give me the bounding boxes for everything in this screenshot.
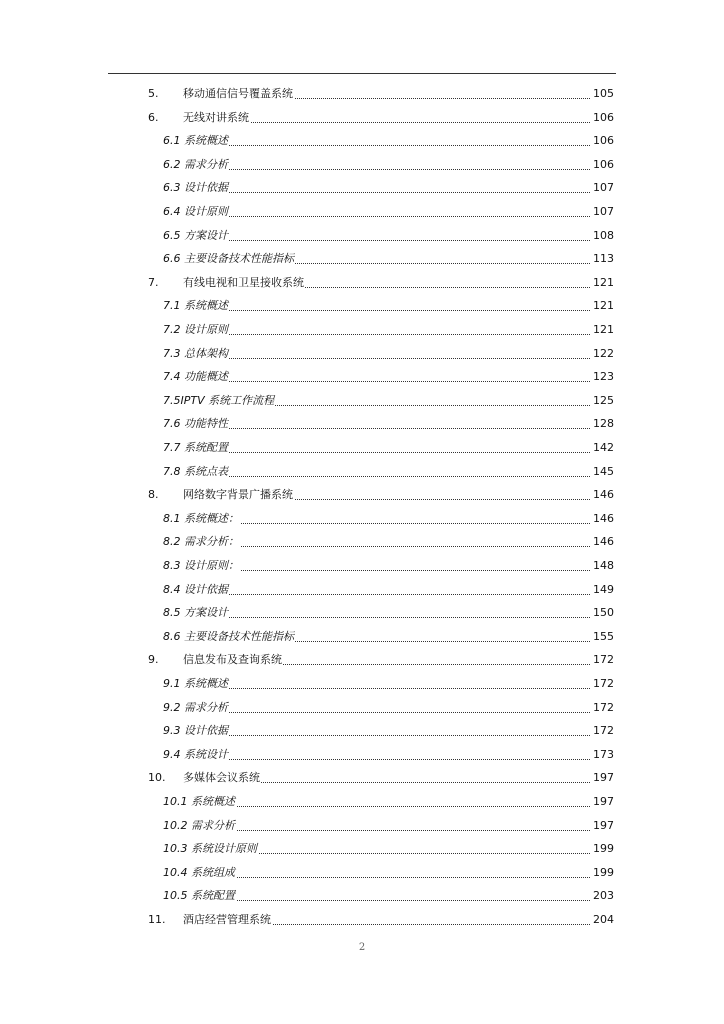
- toc-subentry[interactable]: [0, 792, 614, 812]
- toc-entry-page: 107: [592, 202, 614, 222]
- toc-entry-number: 8.: [148, 488, 159, 502]
- toc-subentry[interactable]: [0, 320, 614, 340]
- toc-subentry[interactable]: [0, 839, 614, 859]
- toc-entry-title: 10.1 系统概述: [163, 792, 236, 812]
- toc-entry-page: 121: [592, 320, 614, 340]
- toc-entry-title: 9.4 系统设计: [163, 745, 229, 765]
- toc-entry-page: 172: [592, 650, 614, 670]
- toc-entry-title: 10.3 系统设计原则: [163, 839, 258, 859]
- toc-entry-number: 11.: [148, 913, 166, 926]
- toc-entry-page: 123: [592, 367, 614, 387]
- header-rule: [108, 73, 616, 74]
- toc-entry[interactable]: [0, 84, 614, 104]
- toc-entry-page: 197: [592, 816, 614, 836]
- toc-entry-page: 150: [592, 603, 614, 623]
- toc-subentry[interactable]: [0, 296, 614, 316]
- toc-entry-page: 199: [592, 863, 614, 883]
- toc-entry-page: 108: [592, 226, 614, 246]
- toc-subentry[interactable]: [0, 462, 614, 482]
- toc-entry-title: 9.1 系统概述: [163, 674, 229, 694]
- toc-subentry[interactable]: [0, 532, 614, 552]
- toc-subentry[interactable]: [0, 391, 614, 411]
- toc-entry-title: 7.5IPTV 系统工作流程: [163, 391, 275, 411]
- toc-entry-number: 10.: [148, 771, 166, 785]
- toc-entry-title: 8.3 设计原则：: [163, 556, 240, 576]
- toc-entry-page: 106: [592, 155, 614, 175]
- toc-entry-title: 信息发布及查询系统: [183, 650, 283, 670]
- toc-entry-title: 6.3 设计依据: [163, 178, 229, 198]
- toc-entry-title: 9.3 设计依据: [163, 721, 229, 741]
- toc-entry-number: 9.: [148, 653, 159, 667]
- toc-entry-page: 155: [592, 627, 614, 647]
- toc-entry-page: 146: [592, 509, 614, 529]
- toc-subentry[interactable]: [0, 698, 614, 718]
- toc-entry-title: 10.2 需求分析: [163, 816, 236, 836]
- toc-entry-page: 197: [592, 792, 614, 812]
- toc-entry-page: 142: [592, 438, 614, 458]
- toc-entry-title: 有线电视和卫星接收系统: [183, 273, 305, 293]
- toc-entry-title: 7.1 系统概述: [163, 296, 229, 316]
- toc-entry-title: 7.3 总体架构: [163, 344, 229, 364]
- toc-subentry[interactable]: [0, 414, 614, 434]
- toc-entry[interactable]: [0, 910, 614, 930]
- toc-entry[interactable]: [0, 108, 614, 128]
- toc-entry-title: 多媒体会议系统: [183, 768, 261, 788]
- toc-entry-title: 7.2 设计原则: [163, 320, 229, 340]
- toc-entry-page: 172: [592, 698, 614, 718]
- toc-entry-page: 145: [592, 462, 614, 482]
- toc-subentry[interactable]: [0, 155, 614, 175]
- toc-entry-page: 106: [592, 131, 614, 151]
- toc-entry-page: 122: [592, 344, 614, 364]
- toc-subentry[interactable]: [0, 603, 614, 623]
- toc-entry-page: 197: [592, 768, 614, 788]
- toc-entry-page: 146: [592, 485, 614, 505]
- toc-entry-title: 6.5 方案设计: [163, 226, 229, 246]
- toc-subentry[interactable]: [0, 721, 614, 741]
- toc-entry-page: 173: [592, 745, 614, 765]
- toc-entry-page: 121: [592, 296, 614, 316]
- toc-entry-title: 6.4 设计原则: [163, 202, 229, 222]
- toc-subentry[interactable]: [0, 886, 614, 906]
- toc-entry[interactable]: [0, 273, 614, 293]
- toc-entry-title: 无线对讲系统: [183, 108, 250, 128]
- toc-entry-page: 148: [592, 556, 614, 576]
- toc-entry-title: 10.4 系统组成: [163, 863, 236, 883]
- toc-entry-title: 10.5 系统配置: [163, 886, 236, 906]
- page-number: 2: [358, 942, 366, 953]
- toc-entry-page: 128: [592, 414, 614, 434]
- toc-entry-page: 125: [592, 391, 614, 411]
- toc-subentry[interactable]: [0, 556, 614, 576]
- toc-entry-page: 113: [592, 249, 614, 269]
- toc-entry-number: 6.: [148, 110, 159, 124]
- toc-subentry[interactable]: [0, 863, 614, 883]
- toc-entry-number: 5.: [148, 87, 159, 100]
- toc-entry[interactable]: [0, 768, 614, 788]
- toc-entry-title: 8.6 主要设备技术性能指标: [163, 627, 295, 647]
- toc-subentry[interactable]: [0, 438, 614, 458]
- toc-subentry[interactable]: [0, 178, 614, 198]
- toc-entry-title: 酒店经营管理系统: [183, 910, 272, 930]
- toc-subentry[interactable]: [0, 131, 614, 151]
- toc-entry-page: 204: [592, 910, 614, 930]
- toc-entry-title: 7.8 系统点表: [163, 462, 229, 482]
- toc-entry[interactable]: [0, 485, 614, 505]
- toc-subentry[interactable]: [0, 580, 614, 600]
- toc-subentry[interactable]: [0, 367, 614, 387]
- toc-entry-page: 203: [592, 886, 614, 906]
- toc-subentry[interactable]: [0, 627, 614, 647]
- toc-entry-page: 121: [592, 273, 614, 293]
- toc-subentry[interactable]: [0, 249, 614, 269]
- toc-entry[interactable]: [0, 650, 614, 670]
- toc-entry-title: 8.4 设计依据: [163, 580, 229, 600]
- toc-entry-number: 7.: [148, 275, 159, 289]
- toc-entry-page: 105: [592, 84, 614, 104]
- toc-entry-page: 146: [592, 532, 614, 552]
- toc-entry-title: 网络数字背景广播系统: [183, 485, 294, 505]
- toc-subentry[interactable]: [0, 509, 614, 529]
- toc-entry-page: 199: [592, 839, 614, 859]
- toc-subentry[interactable]: [0, 226, 614, 246]
- toc-entry-page: 172: [592, 674, 614, 694]
- toc-subentry[interactable]: [0, 344, 614, 364]
- toc-entry-page: 106: [592, 108, 614, 128]
- toc-subentry[interactable]: [0, 202, 614, 222]
- toc-entry-title: 7.4 功能概述: [163, 367, 229, 387]
- toc-entry-title: 8.1 系统概述：: [163, 509, 240, 529]
- toc-subentry[interactable]: [0, 745, 614, 765]
- toc-entry-title: 8.5 方案设计: [163, 603, 229, 623]
- toc-entry-title: 7.6 功能特性: [163, 414, 229, 434]
- toc-entry-title: 7.7 系统配置: [163, 438, 229, 458]
- toc-entry-title: 6.2 需求分析: [163, 155, 229, 175]
- toc-entry-title: 移动通信信号覆盖系统: [183, 84, 294, 104]
- toc-subentry[interactable]: [0, 816, 614, 836]
- toc-entry-title: 9.2 需求分析: [163, 698, 229, 718]
- toc-entry-title: 6.1 系统概述: [163, 131, 229, 151]
- toc-entry-page: 149: [592, 580, 614, 600]
- toc-entry-title: 6.6 主要设备技术性能指标: [163, 249, 295, 269]
- toc-entry-page: 172: [592, 721, 614, 741]
- toc-subentry[interactable]: [0, 674, 614, 694]
- toc-entry-title: 8.2 需求分析：: [163, 532, 240, 552]
- toc-entry-page: 107: [592, 178, 614, 198]
